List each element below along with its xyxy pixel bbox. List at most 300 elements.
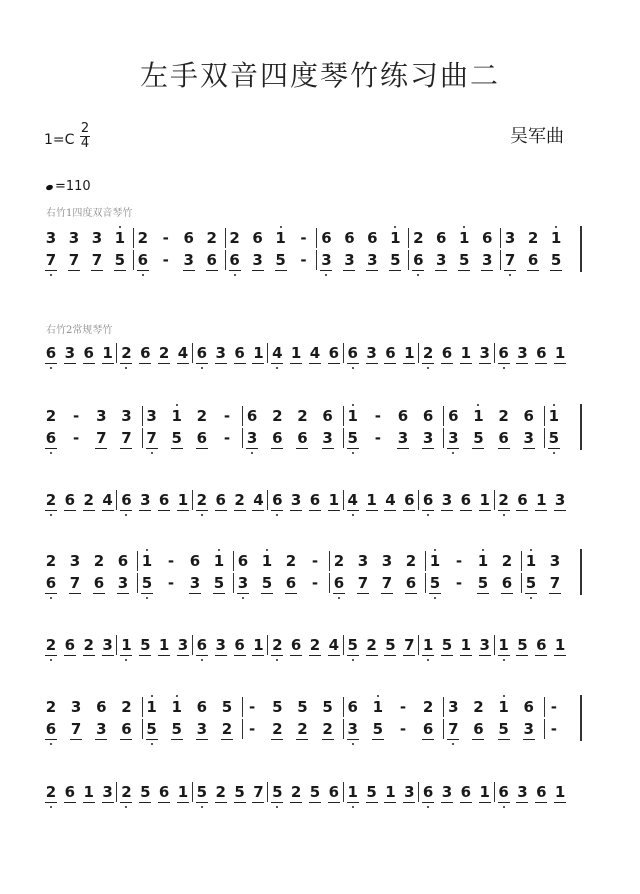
underline (481, 270, 493, 271)
underline (271, 510, 283, 511)
underline (213, 593, 225, 594)
low-octave-dot (427, 806, 429, 808)
note: 5 (550, 251, 562, 269)
underline (91, 270, 103, 271)
underline (237, 593, 249, 594)
note: 3 (322, 429, 333, 447)
underline (441, 510, 453, 511)
underline (516, 655, 528, 656)
underline (196, 363, 208, 364)
note: 3 (140, 491, 151, 509)
high-octave-dot (146, 549, 148, 551)
low-octave-dot (338, 597, 340, 599)
bar-line (133, 250, 134, 270)
note: 2 (119, 345, 133, 362)
underline (45, 655, 57, 656)
bar-line (343, 406, 344, 426)
note: 7 (381, 574, 393, 592)
tempo-marking (46, 179, 91, 194)
underline (234, 802, 246, 803)
underline (403, 363, 415, 364)
underline (102, 655, 114, 656)
note: 5 (428, 575, 442, 592)
note: 1 (158, 636, 170, 654)
underline (120, 655, 132, 656)
system-end-bar (580, 404, 582, 450)
underline (234, 655, 246, 656)
note: 5 (346, 430, 360, 447)
bar-line (443, 697, 444, 717)
low-octave-dot (251, 452, 253, 454)
note: 6 (527, 251, 539, 269)
low-octave-dot (276, 514, 278, 516)
note: 1 (549, 230, 563, 247)
note: 1 (404, 344, 415, 362)
note: 3 (45, 229, 57, 247)
underline (309, 510, 321, 511)
underline (397, 448, 409, 449)
note: 6 (195, 345, 209, 362)
underline (479, 363, 491, 364)
low-octave-dot (201, 659, 203, 661)
bar-line (316, 250, 317, 270)
low-octave-dot (352, 743, 354, 745)
note: 4 (328, 636, 340, 654)
note: 6 (183, 229, 194, 247)
low-octave-dot (125, 514, 127, 516)
bar-line (142, 406, 143, 426)
underline (83, 655, 95, 656)
note: 6 (498, 429, 509, 447)
bar-line (192, 782, 193, 802)
underline (498, 363, 510, 364)
note: 6 (367, 229, 378, 247)
note: 3 (554, 491, 566, 509)
underline (435, 270, 447, 271)
note: 2 (285, 552, 297, 570)
low-octave-dot (352, 806, 354, 808)
note: 6 (346, 345, 360, 362)
low-octave-dot (452, 743, 454, 745)
note: 1 (346, 784, 360, 801)
bar-line (142, 719, 143, 739)
note: 4 (253, 491, 264, 509)
bar-line (343, 490, 344, 510)
note: 3 (96, 407, 107, 425)
bar-line (242, 719, 243, 739)
note: 2 (473, 698, 484, 716)
low-octave-dot (352, 367, 354, 369)
note: 7 (253, 783, 264, 801)
note: 2 (297, 407, 308, 425)
note: 2 (44, 637, 58, 654)
underline (45, 593, 57, 594)
underline (309, 655, 321, 656)
low-octave-dot (276, 806, 278, 808)
underline (447, 448, 459, 449)
note: 1 (177, 783, 189, 801)
high-octave-dot (176, 695, 178, 697)
note: 6 (272, 429, 283, 447)
note: 3 (479, 636, 490, 654)
low-octave-dot (553, 452, 555, 454)
high-octave-dot (394, 226, 396, 228)
note: 6 (436, 229, 447, 247)
note: 2 (221, 720, 233, 738)
note: 5 (477, 574, 489, 592)
time-signature-bottom: 4 (80, 136, 90, 151)
low-octave-dot (50, 597, 52, 599)
bar-line (192, 343, 193, 363)
note: 7 (357, 574, 369, 592)
bar-line (408, 250, 409, 270)
bar-line (418, 490, 419, 510)
underline (477, 593, 489, 594)
note: - (374, 407, 381, 425)
note: 6 (44, 721, 58, 738)
note: 7 (549, 574, 561, 592)
low-octave-dot (151, 452, 153, 454)
low-octave-dot (325, 274, 327, 276)
bar-line (142, 428, 143, 448)
underline (384, 363, 396, 364)
note: 3 (102, 636, 113, 654)
note: 2 (272, 720, 283, 738)
underline (271, 739, 283, 740)
note: - (399, 720, 407, 738)
high-octave-dot (530, 549, 532, 551)
note: 6 (411, 252, 425, 269)
underline (229, 270, 241, 271)
note: 2 (498, 407, 509, 425)
underline (83, 363, 95, 364)
note: - (550, 698, 557, 716)
note: 1 (83, 783, 94, 801)
underline (389, 270, 401, 271)
high-octave-dot (553, 404, 555, 406)
note: 1 (102, 344, 113, 362)
note: 5 (322, 698, 333, 716)
underline (215, 802, 227, 803)
bar-line (192, 490, 193, 510)
note: 2 (215, 783, 226, 801)
bar-line (225, 250, 226, 270)
note: 6 (64, 636, 76, 654)
underline (460, 655, 472, 656)
note: 1 (290, 344, 302, 362)
note: 3 (346, 721, 360, 738)
note: 7 (96, 429, 107, 447)
note: 3 (146, 407, 157, 425)
underline (554, 655, 566, 656)
underline (271, 802, 283, 803)
underline (328, 802, 340, 803)
bar-line (443, 406, 444, 426)
time-signature-top: 2 (80, 121, 90, 136)
note: 6 (285, 574, 297, 592)
underline (196, 739, 208, 740)
bar-line (544, 719, 545, 739)
note: 3 (91, 229, 103, 247)
note: 1 (260, 553, 274, 570)
note: 4 (270, 345, 284, 362)
note: 3 (549, 552, 561, 570)
underline (460, 363, 472, 364)
note: 2 (501, 552, 513, 570)
bar-line (233, 573, 234, 593)
underline (45, 802, 57, 803)
underline (290, 655, 302, 656)
note: 5 (498, 720, 509, 738)
low-octave-dot (427, 659, 429, 661)
note: 1 (554, 636, 566, 654)
high-octave-dot (503, 695, 505, 697)
underline (498, 448, 510, 449)
note: 1 (476, 553, 490, 570)
underline (347, 739, 359, 740)
underline (479, 655, 491, 656)
note: 6 (121, 720, 132, 738)
bar-line (116, 343, 117, 363)
note: 6 (536, 783, 547, 801)
underline (347, 802, 359, 803)
underline (177, 802, 189, 803)
underline (460, 802, 472, 803)
underline (357, 593, 369, 594)
underline (64, 510, 76, 511)
note: 3 (446, 430, 460, 447)
bar-line (343, 697, 344, 717)
underline (234, 510, 246, 511)
bar-line (316, 228, 317, 248)
underline (290, 510, 302, 511)
note: 1 (177, 491, 189, 509)
note: 2 (45, 698, 57, 716)
note: 7 (121, 429, 132, 447)
underline (498, 510, 510, 511)
underline (196, 655, 208, 656)
note: 1 (428, 553, 442, 570)
note: 6 (344, 229, 355, 247)
note: 6 (290, 636, 302, 654)
composer: 吴军曲 (510, 126, 564, 147)
underline (120, 448, 132, 449)
bar-line (133, 228, 134, 248)
note: 1 (145, 699, 159, 716)
low-octave-dot (125, 806, 127, 808)
bar-line (137, 573, 138, 593)
note: 6 (332, 575, 346, 592)
underline (275, 270, 287, 271)
note: 5 (145, 721, 159, 738)
note: 5 (234, 783, 245, 801)
note: 3 (504, 229, 516, 247)
note: 1 (346, 408, 360, 425)
bar-line (418, 782, 419, 802)
high-octave-dot (176, 404, 178, 406)
underline (501, 593, 513, 594)
underline (309, 802, 321, 803)
note: 6 (405, 574, 417, 592)
note: 6 (536, 344, 547, 362)
note: 5 (517, 636, 528, 654)
underline (328, 510, 340, 511)
low-octave-dot (201, 367, 203, 369)
note: 6 (422, 720, 434, 738)
underline (347, 448, 359, 449)
note: 6 (83, 344, 94, 362)
note: 6 (523, 407, 534, 425)
underline (412, 270, 424, 271)
underline (498, 802, 510, 803)
underline (83, 510, 95, 511)
note: 3 (236, 575, 250, 592)
note: - (455, 574, 463, 592)
bar-line (267, 782, 268, 802)
bar-line (343, 343, 344, 363)
note: 3 (479, 344, 490, 362)
underline (70, 739, 82, 740)
note: 6 (501, 574, 513, 592)
underline (215, 363, 227, 364)
underline (550, 270, 562, 271)
note: 7 (145, 430, 159, 447)
bar-line (267, 490, 268, 510)
low-octave-dot (234, 274, 236, 276)
underline (498, 739, 510, 740)
underline (422, 655, 434, 656)
note: 4 (177, 344, 189, 362)
note: 6 (158, 783, 170, 801)
underline (554, 802, 566, 803)
note: 1 (140, 553, 154, 570)
underline (139, 363, 151, 364)
note: 1 (460, 636, 472, 654)
underline (516, 363, 528, 364)
underline (381, 593, 393, 594)
note: 2 (322, 720, 333, 738)
note: 5 (171, 720, 182, 738)
underline (102, 510, 114, 511)
underline (68, 270, 80, 271)
note: 3 (367, 251, 378, 269)
note: 5 (114, 251, 126, 269)
bar-line (137, 551, 138, 571)
low-octave-dot (125, 367, 127, 369)
bar-line (142, 697, 143, 717)
note: 3 (196, 720, 208, 738)
note: 3 (381, 552, 393, 570)
note: 6 (234, 636, 245, 654)
note: - (73, 407, 80, 425)
note: 6 (297, 429, 308, 447)
high-octave-dot (555, 226, 557, 228)
underline (422, 802, 434, 803)
underline (479, 802, 491, 803)
note: 7 (44, 252, 58, 269)
underline (309, 363, 321, 364)
note: 5 (458, 251, 470, 269)
high-octave-dot (280, 226, 282, 228)
note: 2 (421, 345, 435, 362)
bar-line (343, 782, 344, 802)
low-octave-dot (352, 659, 354, 661)
note: 1 (524, 553, 538, 570)
underline (527, 270, 539, 271)
bar-line (521, 551, 522, 571)
underline (458, 270, 470, 271)
underline (290, 802, 302, 803)
note: 1 (170, 699, 184, 716)
underline (139, 510, 151, 511)
underline (498, 655, 510, 656)
note: 6 (536, 636, 547, 654)
low-octave-dot (503, 367, 505, 369)
underline (516, 510, 528, 511)
underline (372, 739, 384, 740)
note: 5 (272, 698, 283, 716)
underline (271, 448, 283, 449)
underline (328, 363, 340, 364)
low-octave-dot (142, 274, 144, 276)
underline (535, 510, 547, 511)
note: - (249, 720, 256, 738)
note: 5 (140, 636, 151, 654)
note: 2 (270, 637, 284, 654)
underline (141, 593, 153, 594)
note: 6 (473, 720, 484, 738)
note: 4 (102, 491, 113, 509)
underline (252, 363, 264, 364)
bar-line (233, 551, 234, 571)
underline (422, 510, 434, 511)
note: - (311, 552, 319, 570)
bar-line (242, 406, 243, 426)
underline (261, 593, 273, 594)
high-octave-dot (218, 549, 220, 551)
note: 6 (481, 229, 493, 247)
high-octave-dot (377, 695, 379, 697)
note: 2 (229, 229, 240, 247)
underline (183, 270, 195, 271)
underline (64, 802, 76, 803)
underline (271, 363, 283, 364)
bar-line (329, 551, 330, 571)
note: 6 (44, 575, 58, 592)
underline (403, 510, 415, 511)
note: 5 (346, 637, 360, 654)
underline (384, 510, 396, 511)
note: 3 (64, 344, 76, 362)
note: 6 (96, 698, 107, 716)
low-octave-dot (434, 597, 436, 599)
underline (535, 802, 547, 803)
bar-line (418, 635, 419, 655)
high-octave-dot (119, 226, 121, 228)
underline (422, 739, 434, 740)
underline (69, 593, 81, 594)
underline (549, 593, 561, 594)
note: 5 (275, 251, 286, 269)
note: 3 (183, 251, 194, 269)
note: 7 (69, 574, 81, 592)
note: 3 (523, 429, 534, 447)
note: 1 (385, 783, 396, 801)
note: 7 (503, 252, 517, 269)
note: 6 (117, 552, 129, 570)
note: 1 (460, 344, 472, 362)
note: - (399, 698, 407, 716)
